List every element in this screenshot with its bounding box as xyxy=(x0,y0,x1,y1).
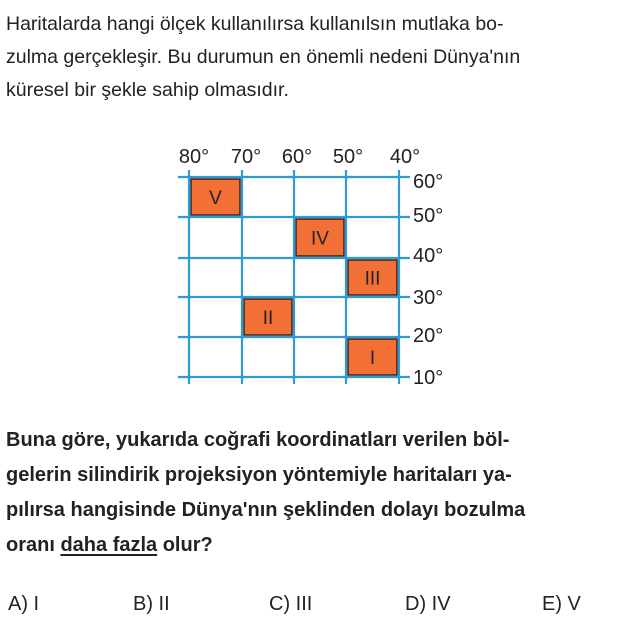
option-b[interactable]: B) II xyxy=(133,593,170,615)
intro-line-3: küresel bir şekle sahip olmasıdır. xyxy=(6,79,289,101)
intro-line-1: Haritalarda hangi ölçek kullanılırsa kullanılsın mutlaka bo- xyxy=(6,13,504,35)
region-label-v: V xyxy=(209,188,222,209)
longitude-label-70: 70° xyxy=(230,146,262,168)
latitude-label-10: 10° xyxy=(413,367,444,389)
region-label-i: I xyxy=(369,348,376,369)
intro-line-2: zulma gerçekleşir. Bu durumun en önemli nedeni Dünya'nın xyxy=(6,46,521,68)
option-c[interactable]: C) III xyxy=(269,593,313,615)
latitude-label-20: 20° xyxy=(413,325,444,347)
question-line-4-end: olur? xyxy=(157,534,213,556)
question-line-2: gelerin silindirik projeksiyon yöntemiyle haritaları ya- xyxy=(6,464,512,486)
question-line-4 xyxy=(6,528,622,563)
question-line-3: pılırsa hangisinde Dünya'nın şeklinden dolayı bozulma xyxy=(6,499,526,521)
longitude-label-40: 40° xyxy=(389,146,421,168)
latitude-label-40: 40° xyxy=(413,245,444,267)
question-line-4-start: oranı xyxy=(6,534,61,556)
option-a[interactable]: A) I xyxy=(8,593,40,615)
longitude-label-50: 50° xyxy=(332,146,364,168)
region-label-iii: III xyxy=(364,268,381,290)
latitude-label-60: 60° xyxy=(413,171,444,193)
longitude-label-80: 80° xyxy=(178,146,210,168)
latitude-label-50: 50° xyxy=(413,205,444,227)
region-label-iv: IV xyxy=(311,228,329,250)
latitude-label-30: 30° xyxy=(413,287,444,309)
emphasis-daha-fazla: daha fazla xyxy=(60,534,158,556)
option-d[interactable]: D) IV xyxy=(405,593,451,615)
question-text xyxy=(6,423,622,563)
question-line-1: Buna göre, yukarıda coğrafi koordinatları verilen böl- xyxy=(6,429,510,451)
region-label-ii: II xyxy=(262,308,274,329)
option-e[interactable]: E) V xyxy=(542,593,581,615)
longitude-label-60: 60° xyxy=(281,146,313,168)
